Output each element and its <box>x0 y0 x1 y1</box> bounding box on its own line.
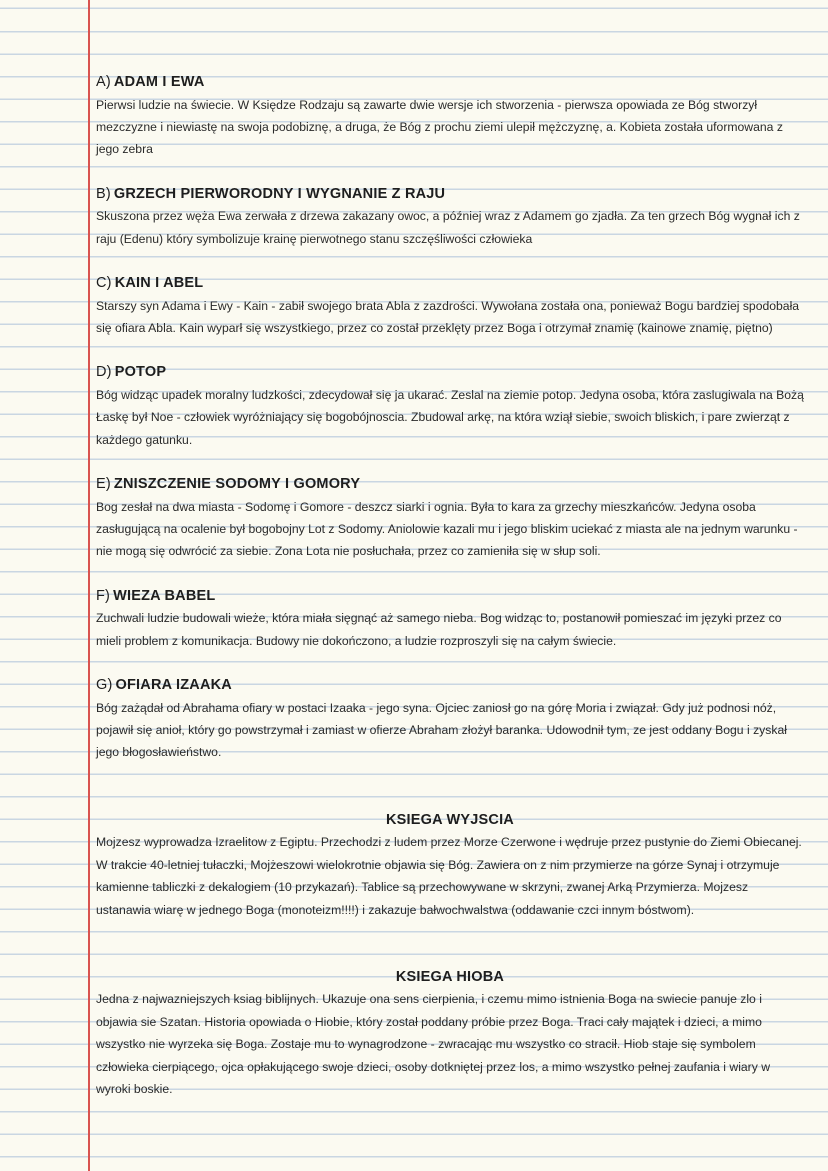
section-body: Bóg zażądał od Abrahama ofiary w postaci Izaaka - jego syna. Ojciec zaniosł go na górę Moria i związał. Gdy już podnosi nóż, pojawił się anioł, który go powstrzymał i zamiast w ofierze Abraham złożył baranka. Udowodnił tym, ze jest oddany Bogu i zyskał jego błogosławieństwo. <box>96 700 787 760</box>
spacer <box>96 943 804 966</box>
section-wieza-babel <box>96 585 804 652</box>
spacer <box>96 786 804 809</box>
section-body: Skuszona przez węża Ewa zerwała z drzewa zakazany owoc, a później wraz z Adamem go zjadła. Za ten grzech Bóg wygnał ich z raju (Edenu) który symbolizuje krainę pierwotnego stanu szczęśliwości człowieka <box>96 209 800 246</box>
section-title: KAIN I ABEL <box>114 275 204 292</box>
section-title: GRZECH PIERWORODNY I WYGNANIE Z RAJU <box>113 185 446 202</box>
book-title: KSIEGA WYJSCIA <box>386 811 514 828</box>
section-kain-abel <box>96 272 804 339</box>
section-body: Bog zesłał na dwa miasta - Sodomę i Gomore - deszcz siarki i ognia. Była to kara za grzechy mieszkańców. Jedyna osoba zasługującą na ocalenie był bogobojny Lot z Sodomy. Aniolowie kazali mu i jego bliskim uciekać z miasta ale na jednym warunku - nie mogą się odwrócić za siebie. Zona Lota nie posłuchała, przez co zamieniła się w słup soli. <box>96 499 798 559</box>
section-grzech-pierworodny <box>96 183 804 250</box>
section-letter: C) <box>96 275 112 292</box>
section-letter: F) <box>96 587 111 604</box>
section-heading <box>96 674 804 697</box>
notebook-margin-line <box>88 0 90 1171</box>
section-letter: B) <box>96 185 111 202</box>
section-potop <box>96 361 804 451</box>
book-title: KSIEGA HIOBA <box>395 968 505 985</box>
section-ksiega-wyjscia <box>96 809 804 921</box>
book-body: Mojzesz wyprowadza Izraelitow z Egiptu. Przechodzi z ludem przez Morze Czerwone i wędruje przez pustynie do Ziemi Obiecanej. W trakcie 40-letniej tułaczki, Mojżeszowi wielokrotnie objawia się Bóg. Zawiera on z nim przymierze na górze Synaj i otrzymuje kamienne tabliczki z dekalogiem (10 przykazań). Tablice są przechowywane w skrzyni, zwanej Arką Przymierza. Mojzesz ustanawia wiarę w jednego Boga (monoteizm!!!!) i zakazuje bałwochwalstwa (oddawanie czci innym bóstwom). <box>96 835 802 917</box>
section-heading <box>96 585 804 608</box>
section-heading <box>96 71 804 94</box>
section-sodoma-gomora <box>96 473 804 563</box>
section-letter: A) <box>96 74 111 90</box>
section-title: WIEZA BABEL <box>113 587 216 604</box>
section-adam-ewa <box>96 71 804 161</box>
section-body: Zuchwali ludzie budowali wieże, która miała sięgnąć aż samego nieba. Bog widząc to, postanowił pomieszać im języki przez co mieli problem z komunikacja. Budowy nie dokończono, a ludzie rozproszyli się na całym świecie. <box>96 611 782 648</box>
section-ksiega-hioba <box>96 966 804 1101</box>
section-title: POTOP <box>114 364 167 381</box>
section-letter: E) <box>96 476 111 493</box>
section-title: OFIARA IZAAKA <box>115 677 232 694</box>
section-title: ZNISZCZENIE SODOMY I GOMORY <box>113 476 361 493</box>
notes-page <box>96 71 804 1122</box>
section-body: Bóg widząc upadek moralny ludzkości, zdecydował się ja ukarać. Zeslal na ziemie potop. Jedyna osoba, która zaslugiwala na Bożą Łaskę był Noe - człowiek wyróżniający się bogobójnoscia. Zbudowal arkę, na która wziął siebie, swoich bliskich, i pare zwierząt z każdego gatunku. <box>96 387 804 447</box>
section-ofiara-izaaka <box>96 674 804 764</box>
section-heading <box>96 473 804 496</box>
section-body: Starszy syn Adama i Ewy - Kain - zabił swojego brata Abla z zazdrości. Wywołana została ona, ponieważ Bogu bardziej spodobała się ofiara Abla. Kain wyparł się wszystkiego, przez co został przeklęty przez Boga i otrzymał znamię (kainowe znamię, piętno) <box>96 298 800 335</box>
section-title: ADAM I EWA <box>113 74 205 90</box>
section-heading <box>96 272 804 295</box>
book-body: Jedna z najwazniejszych ksiag biblijnych. Ukazuje ona sens cierpienia, i czemu mimo istnienia Boga na swiecie panuje zlo i objawia sie Szatan. Historia opowiada o Hiobie, który został poddany próbie przez Boga. Traci cały majątek i dzieci, a mimo wszystko nie wyrzeka się Boga. Zostaje mu to wynagrodzone - zwracając mu wszystko co stracił. Hiob staje się symbolem człowieka cierpiącego, ojca opłakującego swoje dzieci, osoby dotkniętej przez los, a mimo wszystko pełnej zaufania i wiary w wyroki boskie. <box>96 992 771 1097</box>
section-heading <box>96 361 804 384</box>
section-heading <box>96 183 804 206</box>
section-body: Pierwsi ludzie na świecie. W Księdze Rodzaju są zawarte dwie wersje ich stworzenia - pierwsza opowiada ze Bóg stworzył mezczyzne i niewiastę na swoja podobiznę, a druga, że Bóg z prochu ziemi ulepił mężczyznę, a. Kobieta została uformowana z jego zebra <box>96 97 783 157</box>
section-letter: G) <box>96 677 113 694</box>
section-letter: D) <box>96 364 112 381</box>
